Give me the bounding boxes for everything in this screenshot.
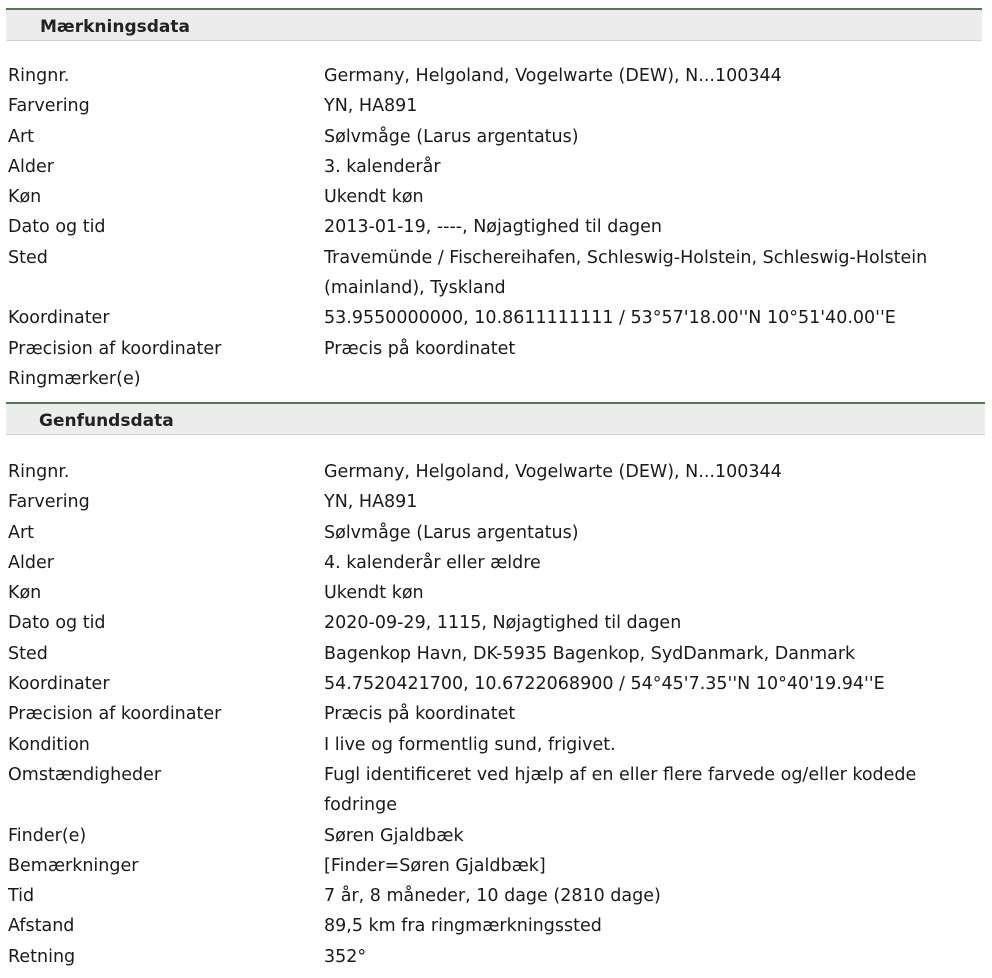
row-value: 4. kalenderår eller ældre <box>324 552 541 573</box>
row-label: Tid <box>8 886 35 907</box>
row-value: 2020-09-29, 1115, Nøjagtighed til dagen <box>324 613 682 634</box>
marking-section-title: Mærkningsdata <box>40 17 190 37</box>
row-label: Præcision af koordinater <box>8 704 222 725</box>
recovery-data-list <box>0 457 992 972</box>
data-row <box>0 364 992 394</box>
data-row <box>0 669 992 699</box>
data-row <box>0 243 992 304</box>
row-label: Farvering <box>8 96 90 117</box>
row-label: Koordinater <box>8 674 110 695</box>
row-label: Dato og tid <box>8 613 106 634</box>
data-row <box>0 821 992 851</box>
row-value: Præcis på koordinatet <box>324 704 516 725</box>
marking-section-header <box>6 8 982 41</box>
row-label: Koordinater <box>8 308 110 329</box>
row-value: Germany, Helgoland, Vogelwarte (DEW), N...100344 <box>324 66 782 86</box>
data-row <box>0 639 992 669</box>
data-row <box>0 548 992 578</box>
data-row <box>0 578 992 608</box>
data-row <box>0 182 992 212</box>
row-label: Farvering <box>8 492 90 513</box>
row-value: Sølvmåge (Larus argentatus) <box>324 126 579 147</box>
data-row <box>0 851 992 881</box>
data-row <box>0 911 992 941</box>
row-value: Søren Gjaldbæk <box>324 825 464 846</box>
data-row <box>0 457 992 487</box>
data-row <box>0 699 992 729</box>
row-value: 2013-01-19, ----, Nøjagtighed til dagen <box>324 217 663 238</box>
row-label: Alder <box>8 552 54 573</box>
data-row <box>0 334 992 364</box>
row-label: Finder(e) <box>8 825 87 846</box>
row-value: YN, HA891 <box>324 96 418 117</box>
row-value: YN, HA891 <box>324 492 418 513</box>
row-value: I live og formentlig sund, frigivet. <box>324 734 616 755</box>
row-label: Bemærkninger <box>8 855 139 876</box>
row-label: Dato og tid <box>8 217 106 238</box>
row-label: Alder <box>8 156 54 177</box>
row-value: Sølvmåge (Larus argentatus) <box>324 522 579 543</box>
data-row <box>0 122 992 152</box>
recovery-section-title: Genfundsdata <box>39 411 174 431</box>
row-label: Sted <box>8 643 48 664</box>
row-label: Retning <box>8 946 76 967</box>
row-label: Kondition <box>8 734 90 755</box>
row-label: Præcision af koordinater <box>8 338 222 359</box>
row-value: Ukendt køn <box>324 187 424 208</box>
data-row <box>0 303 992 333</box>
row-value: 7 år, 8 måneder, 10 dage (2810 dage) <box>324 886 661 907</box>
row-value <box>324 364 964 394</box>
row-label: Ringnr. <box>8 462 70 482</box>
data-row <box>0 760 992 821</box>
data-row <box>0 518 992 548</box>
recovery-section-header <box>6 402 985 435</box>
data-row <box>0 212 992 242</box>
row-label: Køn <box>8 187 42 208</box>
row-label: Art <box>8 522 35 543</box>
row-value: 54.7520421700, 10.6722068900 / 54°45'7.35''N 10°40'19.94''E <box>324 674 885 695</box>
row-label: Sted <box>8 247 48 268</box>
row-label: Køn <box>8 583 42 604</box>
data-row <box>0 942 992 972</box>
row-value: Germany, Helgoland, Vogelwarte (DEW), N...100344 <box>324 462 782 482</box>
data-row <box>0 730 992 760</box>
row-value: 53.9550000000, 10.8611111111 / 53°57'18.00''N 10°51'40.00''E <box>324 308 896 329</box>
row-value: 3. kalenderår <box>324 156 441 177</box>
row-value: Bagenkop Havn, DK-5935 Bagenkop, SydDanmark, Danmark <box>324 643 856 664</box>
data-row <box>0 881 992 911</box>
row-label: Omstændigheder <box>8 764 162 785</box>
row-value: Ukendt køn <box>324 583 424 604</box>
data-row <box>0 608 992 638</box>
row-label: Afstand <box>8 916 75 937</box>
row-value: 89,5 km fra ringmærkningssted <box>324 916 602 937</box>
data-row <box>0 152 992 182</box>
row-value: 352° <box>324 946 367 967</box>
data-row <box>0 61 992 91</box>
row-value: Præcis på koordinatet <box>324 338 516 359</box>
marking-data-list <box>0 61 992 394</box>
row-value: Fugl identificeret ved hjælp af en eller flere farvede og/eller kodede fodringe <box>324 764 917 816</box>
row-value: [Finder=Søren Gjaldbæk] <box>324 855 546 876</box>
data-row <box>0 487 992 517</box>
row-value: Travemünde / Fischereihafen, Schleswig-Holstein, Schleswig-Holstein (mainland), Tyskland <box>324 247 928 299</box>
data-row <box>0 91 992 121</box>
row-label: Ringnr. <box>8 66 70 86</box>
row-label: Art <box>8 126 35 147</box>
row-label: Ringmærker(e) <box>8 368 141 389</box>
